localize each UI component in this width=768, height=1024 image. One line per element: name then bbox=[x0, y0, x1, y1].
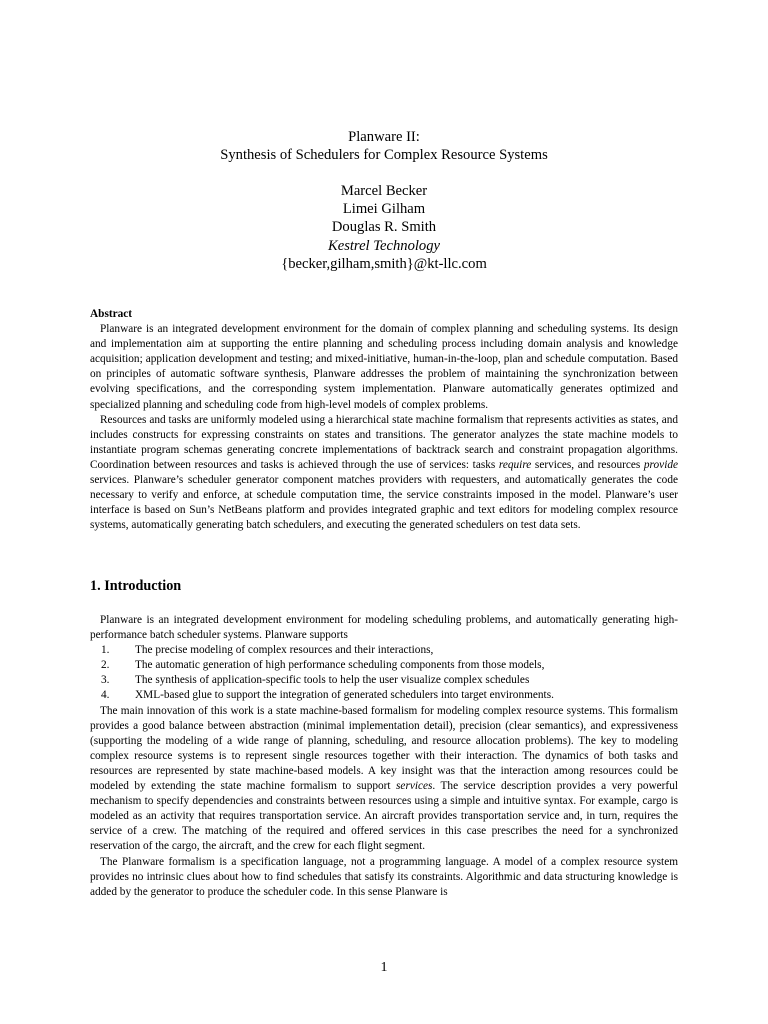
list-number: 2. bbox=[101, 659, 110, 672]
author-emails: {becker,gilham,smith}@kt-llc.com bbox=[281, 255, 487, 272]
emphasis-require: require bbox=[498, 458, 532, 471]
intro-paragraph-3: The Planware formalism is a specification language, not a programming language. A model of a complex resource system provides no intrinsic clues about how to find schedules that satisfy its constraints. Algorithmic and data structuring knowledge is added by the generator to produce the scheduler code. In this sense Planware is bbox=[90, 855, 678, 898]
list-item bbox=[90, 658, 678, 673]
abstract-text: services, and resources bbox=[531, 458, 644, 471]
abstract-heading: Abstract bbox=[90, 308, 133, 320]
author-name: Douglas R. Smith bbox=[331, 219, 437, 236]
abstract-paragraph-2 bbox=[90, 413, 678, 534]
intro-text: . The service description provides a very powerful mechanism to specify dependencies and constraints between resources using a simple and intuitive syntax. For example, cargo is modeled as an activity that requires transportation service. An aircraft provides transportation service and, in turn, requires the service of a crew. The matching of the required and offered services in this case prescribes the need for a synchronized reservation of the cargo, the aircraft, and the crew for each flight segment. bbox=[90, 780, 678, 853]
list-text: The automatic generation of high performance scheduling components from those models, bbox=[135, 659, 545, 672]
contribution-list bbox=[90, 643, 678, 703]
page-number: 1 bbox=[380, 960, 388, 975]
intro-text: The main innovation of this work is a state machine-based formalism for modeling complex resource systems. This formalism provides a good balance between abstraction (minimal implementation detail), precision (clear semantics), and expressiveness (supporting the modeling of a wide range of planning, scheduling, and resource allocation problems). The key to modeling complex resource systems is to represent single resources together with their interaction. The dynamics of both tasks and resources are represented by state machine-based models. A key insight was that the interaction among resources could be modeled by extending the state machine formalism to support bbox=[90, 704, 678, 793]
title-block bbox=[0, 128, 768, 164]
list-item bbox=[90, 643, 678, 658]
section-heading-introduction: 1. Introduction bbox=[90, 578, 182, 594]
list-text: The precise modeling of complex resources and their interactions, bbox=[135, 644, 434, 657]
abstract-paragraph-1: Planware is an integrated development environment for the domain of complex planning and scheduling systems. Its design and implementation aim at supporting the entire planning and scheduling process including domain analysis and knowledge acquisition; application development and testing; and mixed-initiative, human-in-the-loop, plan and schedule computation. Based on principles of automatic software synthesis, Planware addresses the problem of maintaining the synchronization between evolving specifications, and the corresponding system implementation. Planware automatically generates optimized and specialized planning and scheduling code from high-level models of complex problems. bbox=[90, 323, 678, 411]
list-item bbox=[90, 673, 678, 688]
paper-title-line1: Planware II: bbox=[348, 129, 420, 145]
emphasis-services: services bbox=[396, 780, 433, 793]
abstract-text: services. Planware’s scheduler generator component matches providers with requesters, and automatically generates the code necessary to verify and enforce, at schedule computation time, the service constraints imposed in the model. Planware’s user interface is based on Sun’s NetBeans platform and provides integrated graphic and text editors for modeling complex resource systems, automatically generating batch schedulers, and executing the generated schedulers on test data sets. bbox=[90, 474, 678, 532]
list-number: 3. bbox=[101, 674, 110, 687]
intro-paragraph-1: Planware is an integrated development environment for modeling scheduling problems, and automatically generating high-performance batch scheduler systems. Planware supports bbox=[90, 614, 678, 642]
list-number: 1. bbox=[101, 644, 110, 657]
list-item bbox=[90, 688, 678, 703]
author-name: Marcel Becker bbox=[340, 183, 428, 199]
list-text: XML-based glue to support the integration of generated schedulers into target environments. bbox=[135, 689, 554, 702]
abstract-section bbox=[90, 307, 678, 533]
list-number: 4. bbox=[101, 689, 110, 702]
author-name: Limei Gilham bbox=[342, 201, 426, 218]
paper-title-line2: Synthesis of Schedulers for Complex Resource Systems bbox=[220, 147, 548, 164]
emphasis-provide: provide bbox=[643, 458, 678, 471]
abstract-text: Resources and tasks are uniformly modeled using a hierarchical state machine formalism that represents activities as states, and includes constructs for expressing constraints on states and transitions. The generator analyzes the state machine models to instantiate program schemas generating concrete implementations of backtrack search and constraint propagation algorithms. Coordination between resources and tasks is achieved through the use of services: tasks bbox=[90, 413, 678, 471]
affiliation: Kestrel Technology bbox=[327, 237, 440, 254]
list-text: The synthesis of application-specific tools to help the user visualize complex schedules bbox=[135, 674, 530, 687]
intro-paragraph-2 bbox=[90, 704, 678, 855]
introduction-section bbox=[90, 613, 678, 900]
author-block bbox=[0, 182, 768, 273]
